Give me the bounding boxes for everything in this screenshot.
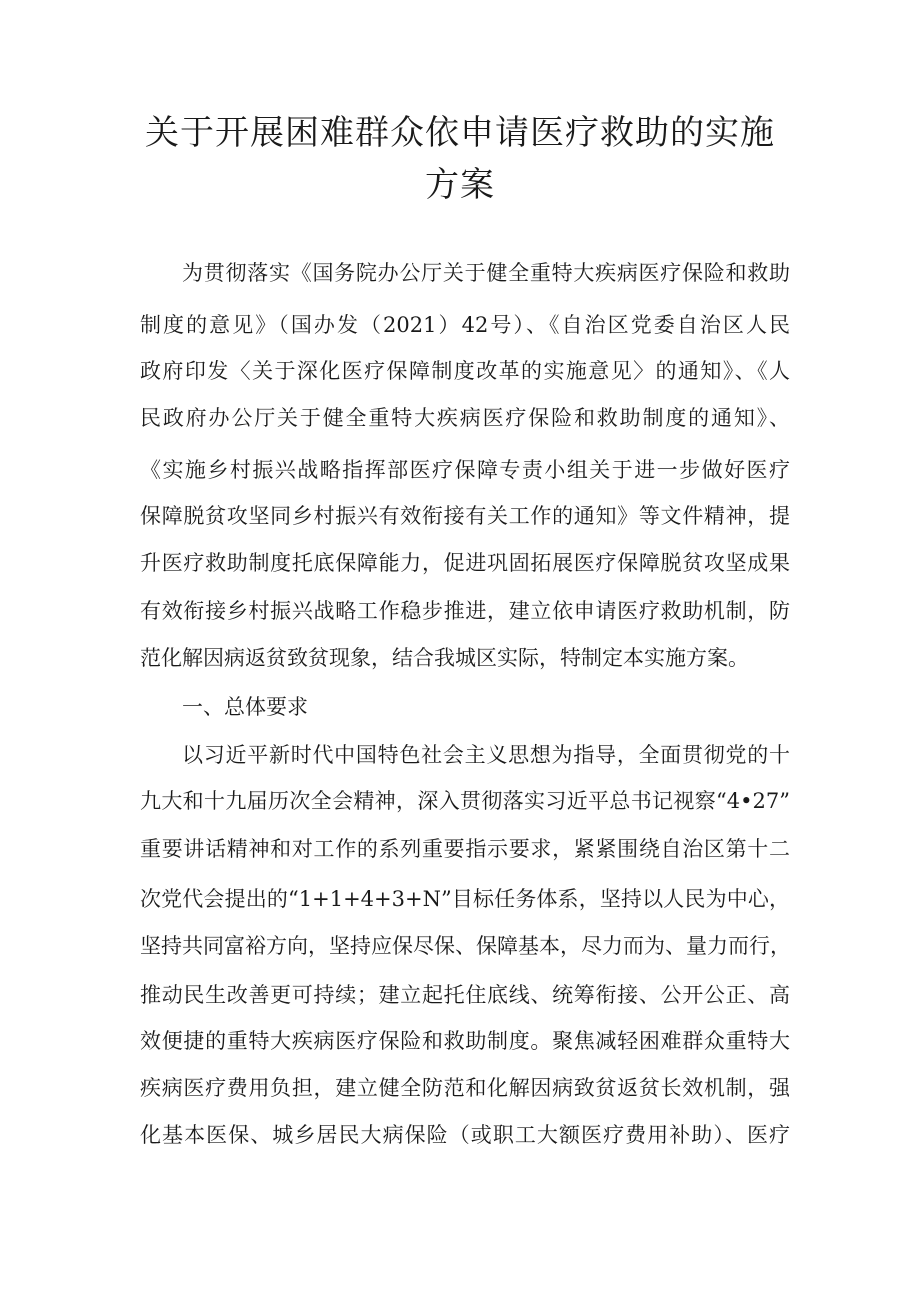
body-line: 九大和十九届历次全会精神，深入贯彻落实习近平总书记视察“4•27” <box>140 789 790 813</box>
body-line: 重要讲话精神和对工作的系列重要指示要求，紧紧围绕自治区第十二 <box>140 837 790 861</box>
body-line: 民政府办公厅关于健全重特大疾病医疗保险和救助制度的通知》、 <box>140 406 790 430</box>
section-heading: 一、总体要求 <box>182 695 308 719</box>
body-line: 政府印发〈关于深化医疗保障制度改革的实施意见〉的通知》、《人 <box>140 359 790 383</box>
body-line: 坚持共同富裕方向，坚持应保尽保、保障基本，尽力而为、量力而行， <box>140 934 791 958</box>
body-line: 效便捷的重特大疾病医疗保险和救助制度。聚焦减轻困难群众重特大 <box>140 1029 790 1053</box>
body-line: 为贯彻落实《国务院办公厅关于健全重特大疾病医疗保险和救助 <box>182 261 790 285</box>
document-title-line-2: 方案 <box>425 165 495 205</box>
body-line: 疾病医疗费用负担，建立健全防范和化解因病致贫返贫长效机制，强 <box>140 1076 790 1100</box>
body-line: 保障脱贫攻坚同乡村振兴有效衔接有关工作的通知》等文件精神，提 <box>140 504 790 528</box>
body-line: 化基本医保、城乡居民大病保险（或职工大额医疗费用补助）、医疗 <box>140 1123 790 1147</box>
body-line: 次党代会提出的“1+1+4+3+N”目标任务体系，坚持以人民为中心， <box>140 887 790 911</box>
body-line: 范化解因病返贫致贫现象，结合我城区实际，特制定本实施方案。 <box>140 646 749 670</box>
body-line: 推动民生改善更可持续；建立起托住底线、统筹衔接、公开公正、高 <box>140 983 790 1007</box>
document-title-line-1: 关于开展困难群众依申请医疗救助的实施 <box>145 113 775 153</box>
body-line: 《实施乡村振兴战略指挥部医疗保障专责小组关于进一步做好医疗 <box>140 458 790 482</box>
body-line: 以习近平新时代中国特色社会主义思想为指导，全面贯彻党的十 <box>182 743 790 767</box>
body-line: 制度的意见》（国办发（2021）42号）、《自治区党委自治区人民 <box>140 313 790 337</box>
body-line: 升医疗救助制度托底保障能力，促进巩固拓展医疗保障脱贫攻坚成果 <box>140 551 790 575</box>
body-line: 有效衔接乡村振兴战略工作稳步推进，建立依申请医疗救助机制，防 <box>140 599 790 623</box>
